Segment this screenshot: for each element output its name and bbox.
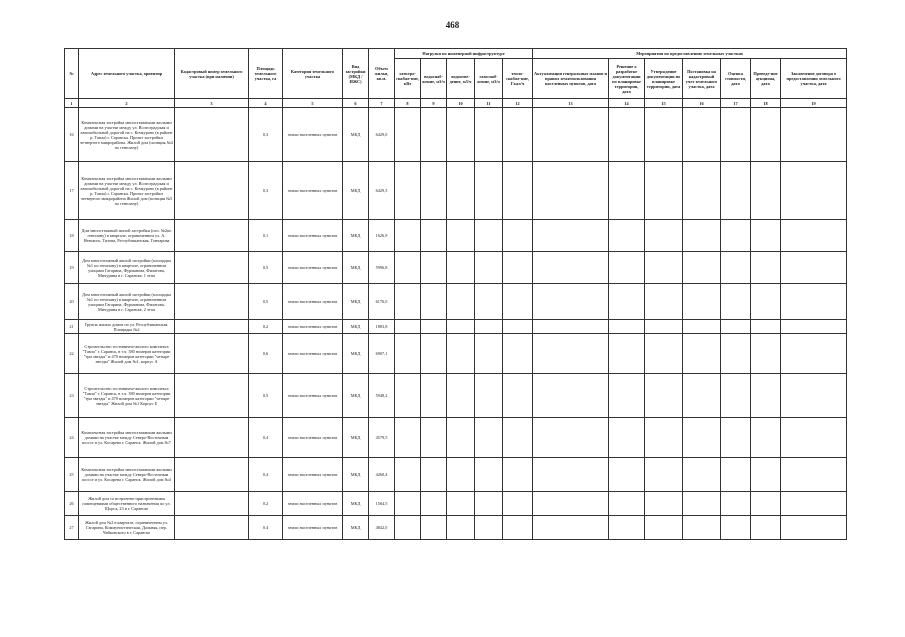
empty-cell: [421, 492, 447, 516]
empty-cell: [447, 252, 475, 284]
row-volume: 1564,5: [369, 492, 395, 516]
row-number: 26: [65, 492, 79, 516]
empty-cell: [503, 492, 533, 516]
header-infra-1: водоснаб-жение, м3/ч: [421, 59, 447, 99]
empty-cell: [503, 458, 533, 492]
row-type: МКД: [343, 334, 369, 374]
table-row: [65, 220, 847, 252]
empty-cell: [751, 374, 781, 418]
row-number: 27: [65, 516, 79, 540]
header-measure-2: Утверждение документации по планировке территории, дата: [645, 59, 683, 99]
table-row: [65, 458, 847, 492]
empty-cell: [781, 108, 847, 162]
empty-cell: [721, 108, 751, 162]
empty-cell: [645, 516, 683, 540]
empty-cell: [721, 220, 751, 252]
empty-cell: [503, 108, 533, 162]
row-area: 0,4: [249, 458, 283, 492]
row-type: МКД: [343, 492, 369, 516]
empty-cell: [447, 334, 475, 374]
empty-cell: [645, 108, 683, 162]
empty-cell: [475, 374, 503, 418]
empty-cell: [395, 320, 421, 334]
empty-cell: [475, 320, 503, 334]
row-area: 0,6: [249, 334, 283, 374]
header-address: Адрес земельного участка, ориентир: [79, 49, 175, 99]
empty-cell: [421, 516, 447, 540]
row-cadastral: [175, 284, 249, 320]
header-building-type: Вид застройки (МКД / ИЖС): [343, 49, 369, 99]
empty-cell: [475, 334, 503, 374]
empty-cell: [447, 320, 475, 334]
row-number: 16: [65, 108, 79, 162]
column-number: 17: [721, 99, 751, 108]
row-number: 22: [65, 334, 79, 374]
empty-cell: [395, 220, 421, 252]
row-address: Жилой дом со встроенно-пристроенными помещениями общественного назначения по ул. Щорса, 23 в г. Саранске: [79, 492, 175, 516]
empty-cell: [475, 492, 503, 516]
empty-cell: [645, 162, 683, 220]
empty-cell: [475, 220, 503, 252]
empty-cell: [721, 162, 751, 220]
header-category: Категория земельного участка: [283, 49, 343, 99]
empty-cell: [533, 374, 609, 418]
row-address: Комплексная застройка многоэтажными жилыми домами на участке между ул. Волгоградская и автомобильной дорогой на с. Кочкурово (в районе р. Тавла) г. Саранска. Проект застройки четвертого микрорайона. Жилой дом (позиция №4 по генплану): [79, 108, 175, 162]
empty-cell: [395, 516, 421, 540]
row-area: 0,5: [249, 252, 283, 284]
empty-cell: [503, 516, 533, 540]
empty-cell: [447, 492, 475, 516]
row-address: Комплексная застройка многоэтажными жилыми домами на участке между ул. Волгоградская и автомобильной дорогой на с. Кочкурово (в районе р. Тавла) г. Саранска. Проект застройки четвертого микрорайона Жилой дом (позиция №5 по генплану): [79, 162, 175, 220]
row-address: Комплексная застройка многоэтажными жилыми домами на участке между Северо-Восточным шоссе и ул. Косарева г. Саранск. Жилой дом №4: [79, 458, 175, 492]
empty-cell: [751, 334, 781, 374]
empty-cell: [751, 492, 781, 516]
empty-cell: [721, 418, 751, 458]
table-row: [65, 374, 847, 418]
empty-cell: [683, 492, 721, 516]
empty-cell: [609, 320, 645, 334]
header-volume: Объем жилья, кв.м.: [369, 49, 395, 99]
table-row: [65, 252, 847, 284]
empty-cell: [609, 284, 645, 320]
row-type: МКД: [343, 458, 369, 492]
empty-cell: [533, 252, 609, 284]
column-number: 2: [79, 99, 175, 108]
empty-cell: [781, 162, 847, 220]
row-number: 23: [65, 374, 79, 418]
row-volume: 4260,4: [369, 458, 395, 492]
row-category: земли населенных пунктов: [283, 284, 343, 320]
empty-cell: [533, 162, 609, 220]
empty-cell: [533, 458, 609, 492]
row-type: МКД: [343, 284, 369, 320]
row-address: Дом многоэтажный жилой застройки (площадка №1 по генплану) в квартале, ограниченном улицами Гагарина, Фурманова, Филатова, Мичурина в г. Саранске, 2 этап: [79, 284, 175, 320]
empty-cell: [421, 334, 447, 374]
empty-cell: [609, 458, 645, 492]
empty-cell: [683, 284, 721, 320]
column-number: 9: [421, 99, 447, 108]
row-category: земли населенных пунктов: [283, 516, 343, 540]
column-number: 16: [683, 99, 721, 108]
empty-cell: [503, 220, 533, 252]
empty-cell: [721, 516, 751, 540]
header-infra-4: тепло-снабже-ние, Гкал/ч: [503, 59, 533, 99]
empty-cell: [503, 162, 533, 220]
empty-cell: [475, 108, 503, 162]
page-number: 468: [445, 20, 460, 30]
row-address: Комплексная застройка многоэтажными жилыми домами на участке между Северо-Восточным шоссе и ул. Косарева г. Саранск. Жилой дом №7: [79, 418, 175, 458]
row-volume: 4842,0: [369, 516, 395, 540]
empty-cell: [751, 284, 781, 320]
empty-cell: [609, 334, 645, 374]
empty-cell: [609, 220, 645, 252]
header-measures-group: Мероприятия по предоставлению земельных участков: [533, 49, 847, 59]
empty-cell: [421, 284, 447, 320]
header-measure-4: Оценка стоимости, дата: [721, 59, 751, 99]
row-type: МКД: [343, 320, 369, 334]
row-category: земли населенных пунктов: [283, 418, 343, 458]
row-number: 25: [65, 458, 79, 492]
row-number: 21: [65, 320, 79, 334]
empty-cell: [475, 516, 503, 540]
row-type: МКД: [343, 252, 369, 284]
empty-cell: [645, 374, 683, 418]
row-cadastral: [175, 162, 249, 220]
empty-cell: [421, 418, 447, 458]
table-row: [65, 162, 847, 220]
row-category: земли населенных пунктов: [283, 108, 343, 162]
empty-cell: [475, 252, 503, 284]
empty-cell: [421, 220, 447, 252]
row-cadastral: [175, 374, 249, 418]
empty-cell: [421, 108, 447, 162]
empty-cell: [421, 162, 447, 220]
empty-cell: [683, 374, 721, 418]
row-category: земли населенных пунктов: [283, 162, 343, 220]
empty-cell: [781, 284, 847, 320]
table-row: [65, 334, 847, 374]
row-cadastral: [175, 334, 249, 374]
row-cadastral: [175, 492, 249, 516]
row-volume: 6907,1: [369, 334, 395, 374]
row-volume: 6176,0: [369, 284, 395, 320]
column-number: 6: [343, 99, 369, 108]
row-volume: 4579,5: [369, 418, 395, 458]
row-category: земли населенных пунктов: [283, 320, 343, 334]
empty-cell: [533, 220, 609, 252]
header-measure-1: Решение о разработке документации по планировке территории, дата: [609, 59, 645, 99]
empty-cell: [781, 458, 847, 492]
empty-cell: [751, 516, 781, 540]
row-number: 19: [65, 252, 79, 284]
table-row: [65, 516, 847, 540]
column-number: 7: [369, 99, 395, 108]
header-measure-3: Постановка на кадастровый учет земельного участка, дата: [683, 59, 721, 99]
header-infra-3: газоснаб-жение, м3/ч: [475, 59, 503, 99]
empty-cell: [683, 108, 721, 162]
column-number: 8: [395, 99, 421, 108]
empty-cell: [721, 458, 751, 492]
empty-cell: [421, 252, 447, 284]
empty-cell: [781, 334, 847, 374]
column-number: 4: [249, 99, 283, 108]
empty-cell: [751, 418, 781, 458]
row-category: земли населенных пунктов: [283, 220, 343, 252]
row-category: земли населенных пунктов: [283, 252, 343, 284]
empty-cell: [447, 374, 475, 418]
empty-cell: [781, 418, 847, 458]
empty-cell: [645, 458, 683, 492]
column-number: 14: [609, 99, 645, 108]
empty-cell: [421, 458, 447, 492]
empty-cell: [447, 162, 475, 220]
empty-cell: [533, 108, 609, 162]
column-number: 1: [65, 99, 79, 108]
empty-cell: [475, 418, 503, 458]
empty-cell: [721, 320, 751, 334]
empty-cell: [395, 284, 421, 320]
row-area: 0,3: [249, 162, 283, 220]
column-number: 11: [475, 99, 503, 108]
row-address: Дом многоэтажный жилой застройки (поз. №2по генплану) в квартале, ограниченном ул. А. Невского, Титова, Республиканская, Гончарова: [79, 220, 175, 252]
empty-cell: [533, 334, 609, 374]
empty-cell: [751, 108, 781, 162]
header-infra-0: электро-снабже-ние, кВт: [395, 59, 421, 99]
column-number: 10: [447, 99, 475, 108]
empty-cell: [395, 108, 421, 162]
empty-cell: [609, 516, 645, 540]
column-number: 18: [751, 99, 781, 108]
empty-cell: [533, 418, 609, 458]
column-number: 15: [645, 99, 683, 108]
row-area: 0,1: [249, 220, 283, 252]
empty-cell: [533, 492, 609, 516]
empty-cell: [781, 320, 847, 334]
empty-cell: [683, 220, 721, 252]
row-cadastral: [175, 252, 249, 284]
empty-cell: [751, 252, 781, 284]
empty-cell: [645, 320, 683, 334]
land-plots-table: [64, 48, 847, 540]
empty-cell: [781, 492, 847, 516]
column-numbers-row: [65, 99, 847, 108]
empty-cell: [645, 284, 683, 320]
row-type: МКД: [343, 418, 369, 458]
empty-cell: [503, 284, 533, 320]
empty-cell: [475, 162, 503, 220]
row-address: Жилой дом №2 в квартале, ограниченном ул. Гагарина, Коммунистическая, Дальняя, пер. Чайковского в г. Саранске: [79, 516, 175, 540]
empty-cell: [503, 418, 533, 458]
header-infra-2: водоотве-дение, м3/ч: [447, 59, 475, 99]
empty-cell: [721, 252, 751, 284]
empty-cell: [503, 334, 533, 374]
empty-cell: [781, 252, 847, 284]
empty-cell: [395, 162, 421, 220]
row-area: 0,2: [249, 320, 283, 334]
row-type: МКД: [343, 374, 369, 418]
row-number: 17: [65, 162, 79, 220]
empty-cell: [475, 284, 503, 320]
empty-cell: [609, 252, 645, 284]
empty-cell: [683, 334, 721, 374]
header-area: Площадь земельного участка, га: [249, 49, 283, 99]
empty-cell: [751, 220, 781, 252]
empty-cell: [447, 458, 475, 492]
empty-cell: [395, 374, 421, 418]
empty-cell: [781, 516, 847, 540]
empty-cell: [395, 418, 421, 458]
row-area: 0,4: [249, 516, 283, 540]
table-row: [65, 108, 847, 162]
table-row: [65, 320, 847, 334]
empty-cell: [645, 418, 683, 458]
row-volume: 1626,9: [369, 220, 395, 252]
empty-cell: [683, 458, 721, 492]
row-address: Строительство гостинично-жилого комплекса "Тавла" г. Саранск, в т.ч. 380 номеров категории "три звезды" и 470 номеров категории "четыре звезды" Жилой дом №1 Корпус Б: [79, 374, 175, 418]
row-address: Дом многоэтажный жилой застройки (площадка №1 по генплану) в квартале, ограниченном улицами Гагарина, Фурманова, Филатова, Мичурина в г. Саранске, 1 этап: [79, 252, 175, 284]
row-number: 20: [65, 284, 79, 320]
header-infra-group: Нагрузки по инженерной инфраструктуре: [395, 49, 533, 59]
column-number: 5: [283, 99, 343, 108]
row-area: 0,5: [249, 284, 283, 320]
row-category: земли населенных пунктов: [283, 374, 343, 418]
empty-cell: [609, 162, 645, 220]
empty-cell: [447, 284, 475, 320]
table-row: [65, 492, 847, 516]
empty-cell: [645, 252, 683, 284]
row-address: Группа жилых домов по ул. Республиканская. Площадка №2: [79, 320, 175, 334]
empty-cell: [475, 458, 503, 492]
empty-cell: [721, 284, 751, 320]
empty-cell: [721, 492, 751, 516]
empty-cell: [683, 320, 721, 334]
row-type: МКД: [343, 220, 369, 252]
empty-cell: [645, 334, 683, 374]
empty-cell: [683, 516, 721, 540]
row-type: МКД: [343, 516, 369, 540]
empty-cell: [395, 252, 421, 284]
empty-cell: [645, 492, 683, 516]
empty-cell: [447, 108, 475, 162]
empty-cell: [781, 220, 847, 252]
empty-cell: [421, 320, 447, 334]
empty-cell: [395, 458, 421, 492]
row-address: Строительство гостинично-жилого комплекса "Тавла" г. Саранск, в т.ч. 380 номеров категории "три звезды" и 470 номеров категории "четыре звезды" Жилой дом №1, корпус А: [79, 334, 175, 374]
row-category: земли населенных пунктов: [283, 334, 343, 374]
row-number: 24: [65, 418, 79, 458]
row-area: 0,5: [249, 374, 283, 418]
empty-cell: [609, 108, 645, 162]
empty-cell: [751, 458, 781, 492]
row-volume: 5996,8: [369, 252, 395, 284]
row-type: МКД: [343, 108, 369, 162]
column-number: 13: [533, 99, 609, 108]
empty-cell: [721, 374, 751, 418]
empty-cell: [721, 334, 751, 374]
row-type: МКД: [343, 162, 369, 220]
row-volume: 6429,3: [369, 162, 395, 220]
empty-cell: [645, 220, 683, 252]
row-volume: 1883,8: [369, 320, 395, 334]
row-area: 0,3: [249, 108, 283, 162]
row-cadastral: [175, 458, 249, 492]
empty-cell: [683, 418, 721, 458]
empty-cell: [503, 374, 533, 418]
empty-cell: [533, 284, 609, 320]
row-area: 0,4: [249, 418, 283, 458]
row-area: 0,2: [249, 492, 283, 516]
row-cadastral: [175, 418, 249, 458]
empty-cell: [751, 320, 781, 334]
empty-cell: [447, 516, 475, 540]
column-number: 19: [781, 99, 847, 108]
empty-cell: [609, 374, 645, 418]
column-number: 3: [175, 99, 249, 108]
header-cadastral: Кадастровый номер земельного участка (при наличии): [175, 49, 249, 99]
empty-cell: [503, 320, 533, 334]
empty-cell: [533, 320, 609, 334]
header-measure-5: Проведе-ние аукциона, дата: [751, 59, 781, 99]
empty-cell: [683, 162, 721, 220]
header-measure-6: Заключение договора о предоставлении земельного участка, дата: [781, 59, 847, 99]
empty-cell: [395, 334, 421, 374]
row-number: 18: [65, 220, 79, 252]
column-number: 12: [503, 99, 533, 108]
empty-cell: [447, 220, 475, 252]
empty-cell: [421, 374, 447, 418]
table-row: [65, 418, 847, 458]
empty-cell: [395, 492, 421, 516]
row-cadastral: [175, 320, 249, 334]
table-row: [65, 284, 847, 320]
row-cadastral: [175, 108, 249, 162]
row-category: земли населенных пунктов: [283, 458, 343, 492]
row-volume: 5948,2: [369, 374, 395, 418]
empty-cell: [609, 492, 645, 516]
row-cadastral: [175, 220, 249, 252]
row-cadastral: [175, 516, 249, 540]
empty-cell: [751, 162, 781, 220]
empty-cell: [781, 374, 847, 418]
empty-cell: [447, 418, 475, 458]
header-no: №: [65, 49, 79, 99]
empty-cell: [683, 252, 721, 284]
row-category: земли населенных пунктов: [283, 492, 343, 516]
empty-cell: [503, 252, 533, 284]
empty-cell: [533, 516, 609, 540]
row-volume: 6429,0: [369, 108, 395, 162]
header-measure-0: Актуализация генеральных планов и правил землепользования населенных пунктов, дата: [533, 59, 609, 99]
empty-cell: [609, 418, 645, 458]
